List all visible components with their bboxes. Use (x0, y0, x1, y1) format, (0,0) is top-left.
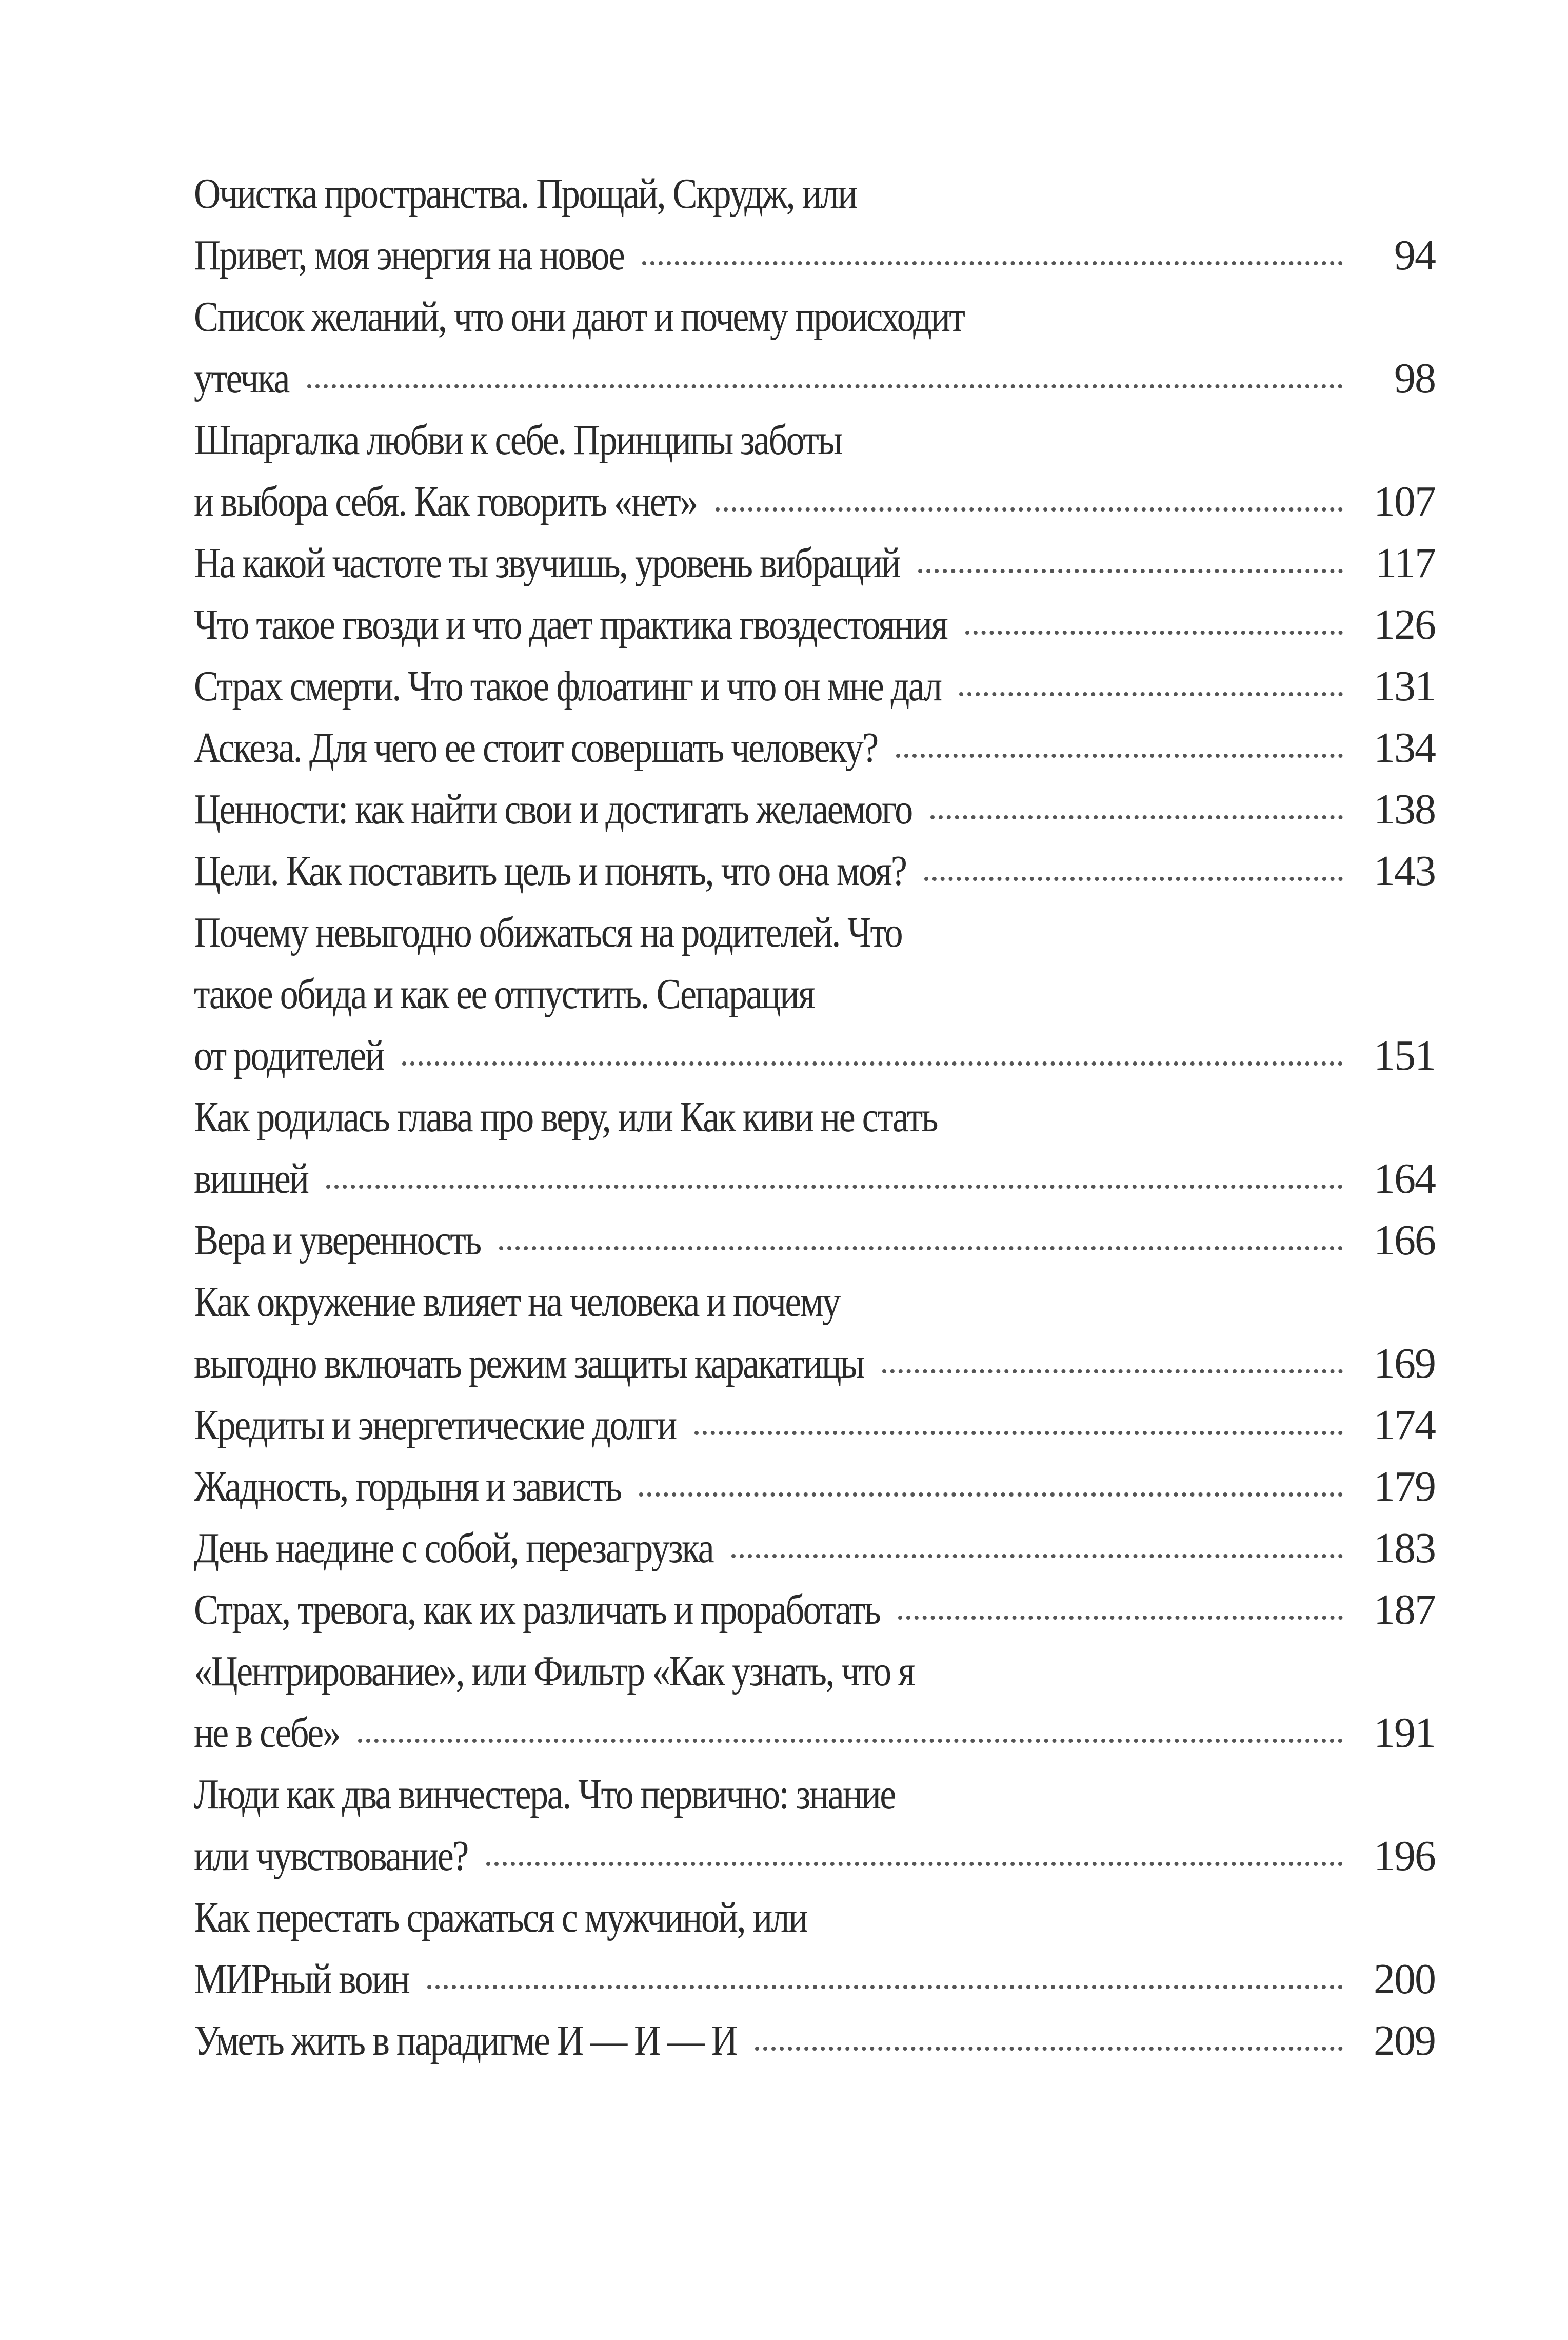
dot-leader (486, 1862, 1343, 1866)
toc-entry-last-line (194, 1210, 1435, 1271)
dot-leader (499, 1246, 1343, 1250)
toc-entry-title: Шпаргалка любви к себе. Принципы заботы (194, 416, 842, 464)
toc-entry-title: или чувствование? (194, 1832, 468, 1880)
dot-leader (898, 1616, 1343, 1620)
toc-entry-title: не в себе» (194, 1709, 340, 1757)
toc-entry-last-line (194, 1825, 1435, 1887)
toc-entry[interactable] (194, 409, 1435, 533)
toc-entry-last-line (194, 594, 1435, 656)
toc-page-number: 126 (1374, 601, 1435, 648)
toc-entry-last-line (194, 225, 1435, 286)
toc-page-number: 98 (1394, 355, 1435, 402)
toc-entry[interactable] (194, 533, 1435, 594)
toc-entry-last-line (194, 1394, 1435, 1456)
toc-page-number: 164 (1374, 1155, 1435, 1203)
dot-leader (326, 1185, 1343, 1189)
toc-entry-last-line (194, 840, 1435, 902)
toc-entry-title: Как перестать сражаться с мужчиной, или (194, 1894, 807, 1941)
toc-entry[interactable] (194, 1456, 1435, 1518)
toc-entry[interactable] (194, 1271, 1435, 1394)
toc-entry-line (194, 1764, 1435, 1825)
dot-leader (731, 1554, 1343, 1558)
toc-entry[interactable] (194, 1394, 1435, 1456)
toc-page-number: 169 (1374, 1340, 1435, 1387)
toc-list (194, 163, 1435, 2072)
toc-entry-last-line (194, 1333, 1435, 1394)
toc-page-number: 209 (1374, 2017, 1435, 2064)
dot-leader (307, 384, 1343, 388)
toc-page-number: 151 (1374, 1032, 1435, 1079)
toc-page-number: 94 (1394, 231, 1435, 279)
toc-entry-title: выгодно включать режим защиты каракатицы (194, 1340, 864, 1387)
toc-entry-title: Что такое гвозди и что дает практика гвоздестояния (194, 601, 947, 648)
toc-entry[interactable] (194, 1087, 1435, 1210)
toc-entry-title: «Центрирование», или Фильтр «Как узнать, что я (194, 1647, 914, 1695)
toc-entry[interactable] (194, 717, 1435, 779)
toc-entry-title: Кредиты и энергетические долги (194, 1401, 676, 1449)
toc-entry-last-line (194, 2010, 1435, 2072)
toc-entry-title: Почему невыгодно обижаться на родителей. Что (194, 909, 902, 956)
toc-entry-title: Привет, моя энергия на новое (194, 231, 624, 279)
toc-page-number: 179 (1374, 1463, 1435, 1510)
toc-entry-title: вишней (194, 1155, 308, 1203)
toc-entry-title: такое обида и как ее отпустить. Сепарация (194, 970, 814, 1018)
dot-leader (642, 261, 1343, 265)
dot-leader (639, 1492, 1343, 1497)
dot-leader (896, 754, 1343, 758)
toc-entry-title: Страх смерти. Что такое флоатинг и что он мне дал (194, 662, 941, 710)
toc-page-number: 138 (1374, 785, 1435, 833)
toc-entry-last-line (194, 1456, 1435, 1518)
toc-entry-line (194, 1087, 1435, 1148)
toc-entry-line (194, 963, 1435, 1025)
toc-entry[interactable] (194, 1641, 1435, 1764)
toc-entry[interactable] (194, 840, 1435, 902)
toc-page-number: 166 (1374, 1216, 1435, 1264)
toc-entry-title: МИРный воин (194, 1955, 409, 2003)
toc-entry-last-line (194, 717, 1435, 779)
toc-page-number: 191 (1374, 1709, 1435, 1757)
toc-entry[interactable] (194, 779, 1435, 840)
toc-entry-last-line (194, 779, 1435, 840)
toc-entry[interactable] (194, 163, 1435, 286)
dot-leader (930, 815, 1343, 819)
toc-entry-title: Цели. Как поставить цель и понять, что она моя? (194, 847, 906, 895)
dot-leader (358, 1739, 1343, 1743)
toc-page-number: 131 (1374, 662, 1435, 710)
toc-entry-line (194, 1887, 1435, 1949)
toc-page-number: 134 (1374, 724, 1435, 772)
toc-entry[interactable] (194, 1764, 1435, 1887)
toc-page-number: 117 (1375, 539, 1435, 587)
toc-entry-last-line (194, 471, 1435, 533)
toc-entry-title: Как окружение влияет на человека и почему (194, 1278, 840, 1326)
toc-page-number: 200 (1374, 1955, 1435, 2003)
toc-entry-title: Уметь жить в парадигме И — И — И (194, 2017, 737, 2064)
dot-leader (918, 569, 1343, 573)
toc-page-number: 174 (1374, 1401, 1435, 1449)
toc-entry[interactable] (194, 1887, 1435, 2010)
toc-entry-title: Жадность, гордыня и зависть (194, 1463, 621, 1510)
toc-page-number: 187 (1374, 1586, 1435, 1634)
toc-entry-last-line (194, 533, 1435, 594)
dot-leader (965, 631, 1343, 635)
toc-entry-line (194, 409, 1435, 471)
toc-entry-title: Как родилась глава про веру, или Как киви не стать (194, 1093, 937, 1141)
toc-entry-last-line (194, 1949, 1435, 2010)
toc-entry-title: На какой частоте ты звучишь, уровень вибраций (194, 539, 900, 587)
dot-leader (427, 1985, 1343, 1989)
toc-entry[interactable] (194, 656, 1435, 717)
dot-leader (402, 1061, 1343, 1066)
toc-entry-title: Ценности: как найти свои и достигать желаемого (194, 785, 912, 833)
dot-leader (882, 1369, 1343, 1373)
toc-entry-title: Вера и уверенность (194, 1216, 481, 1264)
dot-leader (924, 877, 1343, 881)
toc-entry-title: Список желаний, что они дают и почему происходит (194, 293, 964, 341)
toc-entry[interactable] (194, 2010, 1435, 2072)
toc-entry-last-line (194, 656, 1435, 717)
toc-entry-title: Очистка пространства. Прощай, Скрудж, или (194, 170, 857, 218)
toc-page-number: 143 (1374, 847, 1435, 895)
toc-entry-title: Люди как два винчестера. Что первично: знание (194, 1771, 895, 1818)
toc-entry[interactable] (194, 286, 1435, 409)
toc-entry-title: утечка (194, 355, 289, 402)
toc-entry[interactable] (194, 902, 1435, 1087)
table-of-contents-page (194, 163, 1435, 2072)
dot-leader (959, 692, 1343, 696)
dot-leader (716, 507, 1343, 512)
toc-entry-last-line (194, 1025, 1435, 1087)
toc-entry-last-line (194, 1148, 1435, 1210)
toc-entry-line (194, 163, 1435, 225)
dot-leader (755, 2047, 1343, 2051)
toc-entry-title: Страх, тревога, как их различать и проработать (194, 1586, 880, 1634)
toc-entry-last-line (194, 1518, 1435, 1579)
toc-entry-line (194, 902, 1435, 963)
toc-entry-title: День наедине с собой, перезагрузка (194, 1524, 713, 1572)
toc-page-number: 107 (1374, 478, 1435, 525)
toc-entry-title: от родителей (194, 1032, 384, 1079)
toc-entry-last-line (194, 1702, 1435, 1764)
toc-entry[interactable] (194, 1579, 1435, 1641)
toc-entry-line (194, 1641, 1435, 1702)
toc-entry-line (194, 286, 1435, 348)
toc-page-number: 183 (1374, 1524, 1435, 1572)
toc-entry[interactable] (194, 1210, 1435, 1271)
toc-page-number: 196 (1374, 1832, 1435, 1880)
toc-entry[interactable] (194, 594, 1435, 656)
toc-entry-title: и выбора себя. Как говорить «нет» (194, 478, 697, 525)
toc-entry-line (194, 1271, 1435, 1333)
toc-entry-last-line (194, 1579, 1435, 1641)
toc-entry-title: Аскеза. Для чего ее стоит совершать человеку? (194, 724, 878, 772)
dot-leader (694, 1431, 1343, 1435)
toc-entry[interactable] (194, 1518, 1435, 1579)
toc-entry-last-line (194, 348, 1435, 409)
